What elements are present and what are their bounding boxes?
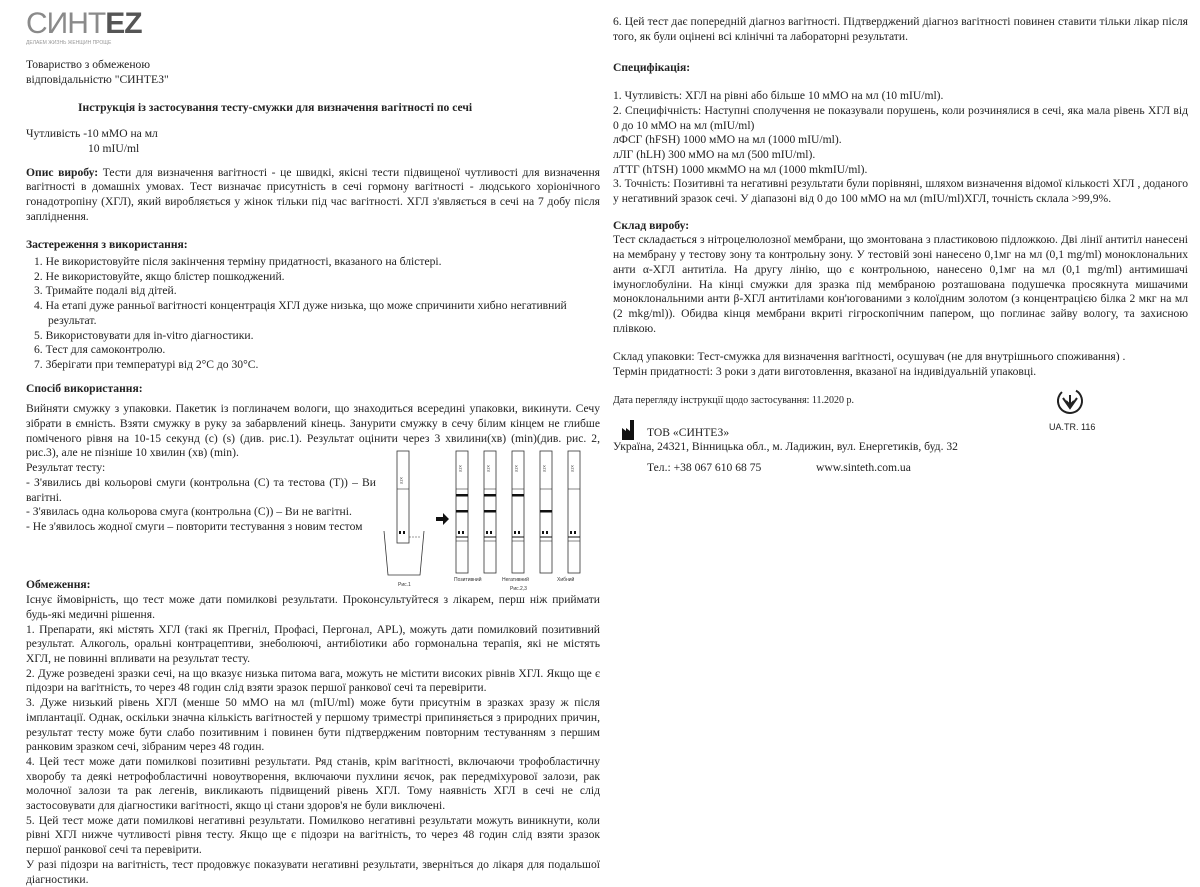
logo-word: СИНТ (26, 7, 106, 40)
warnings-section (26, 238, 600, 372)
section-heading: Обмеження: (26, 578, 91, 592)
result-strip (568, 451, 580, 573)
description-section (26, 166, 600, 225)
usage-text: Вийняти смужку з упаковки. Пакетик із поглиначем вологи, що знаходиться всередині упаковки, викинути. Сечу зібрати в ємність. Взяти смужку в руку за забарвлений кінець. Занурити смужку в сечу білим кінцем не глибше поміченого рівня на 10-15 секунд (с) (s) (див. рис.1). Результат оцінити через 3 хвилини(хв) (min)(див. рис. 2, рис.3), але не пізніше 10 хвилин (хв) (min). (26, 402, 600, 460)
limitation-item: Існує ймовірність, що тест може дати помилкові результати. Проконсультуйтеся з лікарем, перш ніж приймати будь-які медичні рішення. (26, 593, 600, 621)
section-heading: Застереження з використання: (26, 238, 188, 252)
fig23-caption: Рис.2,3 (510, 586, 527, 593)
spec-line: лФСГ (hFSH) 1000 мМО на мл (1000 mIU/ml). (613, 133, 842, 147)
shelf-life: Термін придатності: 3 роки з дати виготовлення, вказаної на індивідуальній упаковці. (613, 365, 1037, 379)
package-contents: Склад упаковки: Тест-смужка для визначення вагітності, осушувач (не для внутрішнього споживання) . (613, 350, 1126, 364)
spec-line: 1. Чутливість: ХГЛ на рівні або більше 10 мМО на мл (10 mIU/ml). (613, 89, 944, 103)
section-heading: Специфікація: (613, 61, 691, 75)
manufacturer-icon (622, 420, 638, 440)
limitation-item: У разі підозри на вагітність, тест продовжує показувати негативні результати, зверніться до лікаря для подальшої діагностики. (26, 857, 600, 886)
svg-text:ХГЛ: ХГЛ (458, 465, 463, 473)
limitation-item: 2. Дуже розведені зразки сечі, на що вказує низька питома вага, можуть не містити високих рівнів ХГЛ. Якщо ще є підозри на вагітність, то через 48 годин слід взяти зразок першої ранкової сечі та перевірити. (26, 666, 600, 695)
result-strip (456, 451, 468, 573)
sensitivity-line: 10 mIU/ml (88, 141, 140, 155)
warning-item: 7. Зберігати при температурі від 2°C до 30°C. (34, 357, 259, 371)
composition-text: Тест складається з нітроцелюлозної мембрани, що змонтована з пластиковою підложкою. Дві лінії антитіл нанесені на мембрану у тестову зону та контрольну зону. У тестовій зоні нанесено 0,1мг на мл (0,1 mg/ml) моноклональних анти α-ХГЛ антитіла. На другу лінію, що є контрольною, нанесено 0,1мг на мл (0,1 mg/ml) антимишачі імуноглобуліни. На кінці смужки для зразка під мембраною розташована подушечка просякнута мишачими моноклональними анти β-ХГЛ антитілами кон'югованими з колоїдним золотом (з концентрацією білка 2 мкг на мл (2 mkg/ml)). Обидва кінця мембрани вкриті гігроскопічним папером, що поглинає зайву вологу, та захисною плівкою. (613, 233, 1188, 335)
warning-item: 3. Тримайте подалі від дітей. (34, 284, 177, 298)
spec-line: лЛГ (hLH) 300 мМО на мл (500 mIU/ml). (613, 147, 816, 161)
company-name (26, 58, 600, 87)
svg-text:ХГЛ: ХГЛ (542, 465, 547, 473)
limitations-list (26, 593, 600, 887)
manufacturer-row (613, 420, 1188, 440)
section-heading: Склад виробу: (613, 218, 690, 232)
left-column (26, 58, 600, 887)
spec-line: 3. Точність: Позитивні та негативні результати були порівняні, шляхом визначення відомої кількості ХГЛ , доданого у негативний зразок сечі. У діапазоні від 0 до 100 мМО на мл (mIU/ml)ХГЛ, точність склала >99,9%. (613, 177, 1188, 206)
limitation-item: 4. Цей тест може дати помилкові позитивні результати. Ряд станів, крім вагітності, включаючи трофобластичну хворобу та деякі нетрофобластичні новоутворення, включаючи пухлини яєчок, рак передміхурової залози, рак молочної залози та рак легенів, викликають підвищений рівень ХГЛ. Тому наявність ХГЛ в сечі не слід застосовувати для діагностики вагітності, якщо ці стани здоров'я не були виключені. (26, 754, 600, 813)
ua-conformity-mark-icon (1055, 386, 1085, 416)
result-item: - З'явилась одна кольорова смуга (контрольна (С)) – Ви не вагітні. (26, 505, 352, 519)
svg-text:ХГЛ: ХГЛ (486, 465, 491, 473)
result-item: - Не з'явилось жодної смуги – повторити тестування з новим тестом (26, 519, 363, 533)
section-heading: Опис виробу: (26, 165, 99, 179)
result-item: - З'явились дві кольорові смуги (контрольна (С) та тестова (Т)) – Ви вагітні. (26, 475, 376, 504)
caption-positive: Позитивний (454, 577, 482, 584)
section-text: Тести для визначення вагітності - це швидкі, якісні тести підвищеної чутливості для визначення вагітності в домашніх умовах. Тест визначає присутність в сечі гормону вагітності - людського хоріонічного гонадотропіну (ХГЛ), який виробляється у жінок тільки під час вагітності. ХГЛ з'являється в сечі на 7 добу після запліднення. (26, 165, 600, 223)
result-strip (512, 451, 524, 573)
result-strip (540, 451, 552, 573)
warning-item: 5. Використовувати для in-vitro діагностики. (34, 328, 254, 342)
result-row (26, 461, 600, 593)
result-section (26, 461, 376, 593)
revision-date: Дата перегляду інструкції щодо застосування: 11.2020 р. (613, 394, 854, 406)
caption-negative: Негативний (502, 577, 529, 584)
caption-invalid: Хибний (557, 577, 575, 584)
manufacturer-name: ТОВ «СИНТЕЗ» (647, 425, 730, 439)
fig1-caption: Рис.1 (398, 582, 411, 589)
warning-item: 2. Не використовуйте, якщо блістер пошкоджений. (34, 269, 285, 283)
sensitivity-line: Чутливість -10 мМО на мл (26, 127, 158, 141)
arrow-icon (436, 513, 449, 525)
result-heading: Результат тесту: (26, 461, 106, 475)
certification-mark: UA.TR. 116 (1049, 422, 1096, 432)
spec-line: 2. Специфічність: Наступні сполучення не показували порушень, коли розчинялися в сечі, яка мала рівень ХГЛ від 0 до 10 мМО на мл (mIU/ml) (613, 103, 1188, 132)
company-line: відповідальністю "СИНТЕЗ" (26, 72, 169, 86)
limitation-item: 5. Цей тест може дати помилкові негативні результати. Помилково негативні результати можуть виникнути, коли рівні ХГЛ нижче чутливості рівня тесту. Якщо ще є підозри на вагітність, то через 48 годин слід взяти зразок першої ранкової сечі та перевірити. (26, 813, 600, 857)
warning-item: 4. На етапі дуже ранньої вагітності концентрація ХГЛ дуже низька, що може спричинити хибно негативний результат. (34, 299, 567, 327)
section-heading: Спосіб використання: (26, 381, 143, 395)
warning-item: 6. Тест для самоконтролю. (34, 343, 166, 357)
limitation-item: 1. Препарати, які містять ХГЛ (такі як Прегніл, Профасі, Пергонал, APL), можуть дати помилковий позитивний результат. Алкоголь, оральні контрацептиви, знеболюючі, антибіотики або гормональна терапія, які не містять ХГЛ, не повинні впливати на результат тесту. (26, 622, 600, 665)
manufacturer-website[interactable]: www.sinteth.com.ua (816, 461, 911, 475)
warning-item: 1. Не використовуйте після закінчення терміну придатності, вказаного на блістері. (34, 255, 442, 269)
contacts-row (613, 461, 1188, 476)
logo-tagline: ДЕЛАЕМ ЖИЗНЬ ЖЕНЩИН ПРОЩЕ (26, 40, 112, 46)
right-column (613, 15, 1188, 476)
company-logo (26, 8, 166, 46)
svg-text:ХГЛ: ХГЛ (399, 477, 404, 485)
logo-word-bold: EZ (105, 7, 142, 40)
company-line: Товариство з обмеженою (26, 58, 150, 71)
result-strip (484, 451, 496, 573)
limitation-item: 3. Дуже низький рівень ХГЛ (менше 50 мМО на мл (mIU/ml) може бути присутнім в зразках зразу ж після імплантації. Однак, оскільки значна кількість вагітностей у першому триместрі припиняється з природних причин, результат тесту може бути слабо позитивним і повинен бути підтвердженим повторним тестуванням з першим ранковим зразком сечі, зібраним через 48 годин. (26, 696, 600, 754)
strip-fig1 (384, 451, 424, 588)
spec-line: лТТГ (hTSH) 1000 мкмМО на мл (1000 mkmIU/ml). (613, 162, 868, 176)
document-title: Інструкція із застосування тесту-смужки для визначення вагітності по сечі (78, 101, 473, 115)
test-strip-figure (380, 447, 600, 593)
svg-text:ХГЛ: ХГЛ (570, 465, 575, 473)
sensitivity (26, 127, 600, 156)
manufacturer-address: Україна, 24321, Вінницька обл., м. Ладижин, вул. Енергетиків, буд. 32 (613, 440, 958, 454)
limitation-item: 6. Цей тест дає попередній діагноз вагітності. Підтверджений діагноз вагітності повинен ставити тільки лікар після того, як були оцінені всі клінічні та лабораторні результати. (613, 15, 1188, 43)
svg-text:ХГЛ: ХГЛ (514, 465, 519, 473)
manufacturer-phone: Тел.: +38 067 610 68 75 (647, 461, 762, 475)
specification-list (613, 89, 1188, 207)
